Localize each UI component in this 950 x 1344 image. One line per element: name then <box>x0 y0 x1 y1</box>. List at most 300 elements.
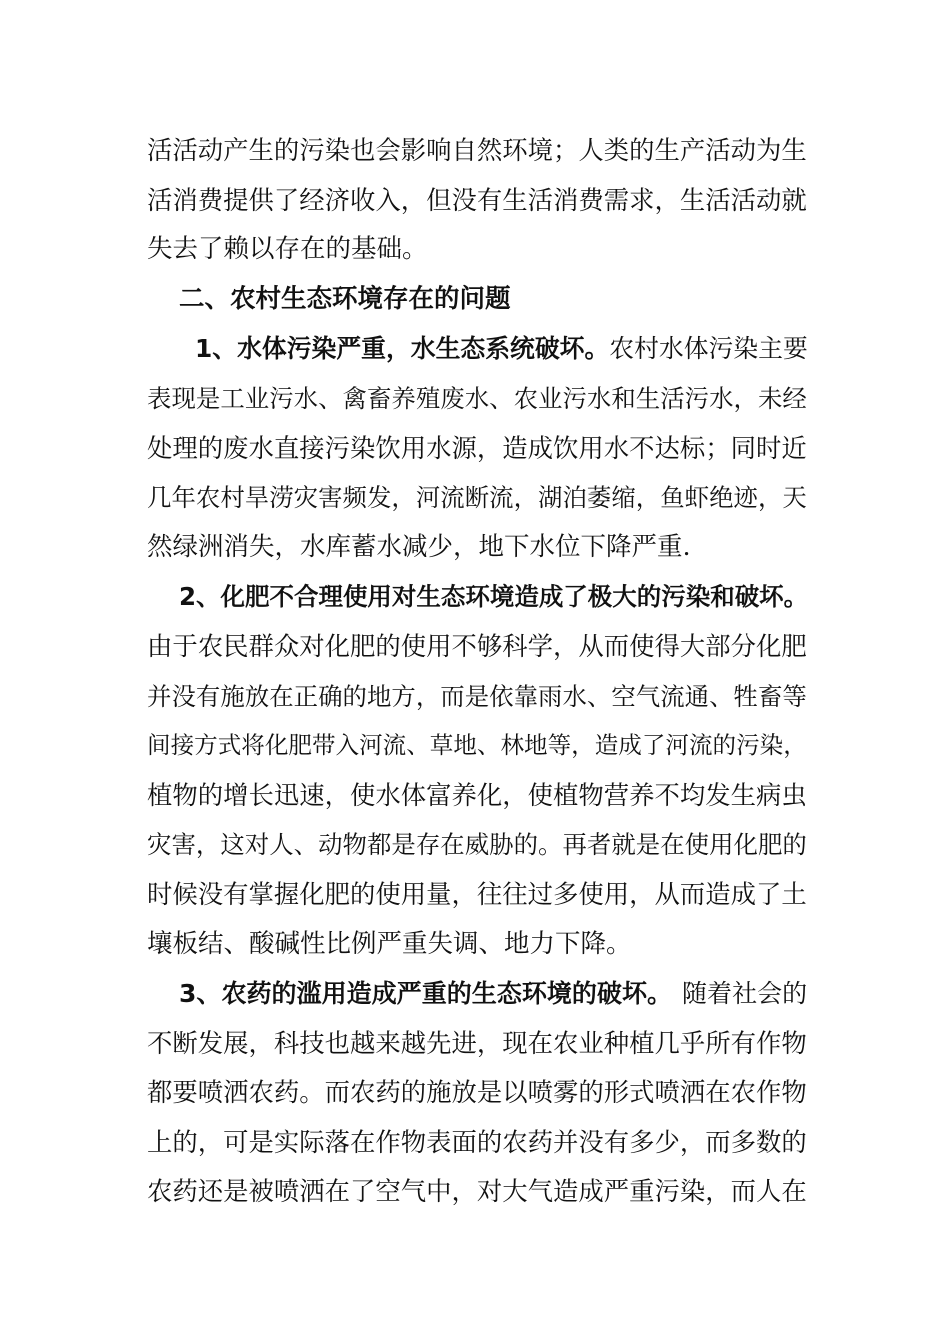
glyph: 长 <box>248 779 274 810</box>
glyph: 现 <box>502 1027 528 1058</box>
glyph: 用 <box>603 878 630 909</box>
glyph: 提 <box>223 184 249 215</box>
glyph: 都 <box>366 830 392 860</box>
glyph: 气 <box>635 681 661 711</box>
glyph: 多 <box>730 1126 756 1157</box>
glyph: 产 <box>223 135 249 165</box>
section-heading <box>147 275 807 325</box>
glyph: 涝 <box>269 483 294 513</box>
glyph: 同 <box>730 432 756 463</box>
glyph: 间 <box>147 731 171 760</box>
glyph: 用 <box>578 432 604 463</box>
glyph: 喷 <box>654 1077 680 1108</box>
glyph: 候 <box>172 878 198 909</box>
glyph: 活 <box>147 135 173 165</box>
glyph: 喷 <box>273 1176 300 1207</box>
glyph: 不 <box>147 1027 173 1058</box>
glyph: 响 <box>426 135 452 165</box>
glyph: 河 <box>415 483 441 513</box>
glyph: 雨 <box>538 681 563 711</box>
glyph: 虾 <box>684 483 710 513</box>
glyph: 、 <box>318 383 343 413</box>
glyph: 、 <box>476 731 501 760</box>
body-text-line <box>147 126 807 176</box>
glyph: 造 <box>705 878 731 909</box>
glyph: 源 <box>451 432 477 463</box>
glyph: ， <box>705 1176 731 1207</box>
glyph: 活 <box>527 184 553 215</box>
glyph: 消 <box>172 184 198 215</box>
glyph: 在 <box>440 830 465 860</box>
glyph: 迅 <box>273 779 300 810</box>
glyph: 断 <box>464 483 490 513</box>
glyph: 成 <box>578 1176 604 1207</box>
glyph: 的 <box>513 830 538 860</box>
glyph: 迹 <box>733 483 758 513</box>
body-text-line <box>147 1019 807 1069</box>
glyph: 少 <box>654 1126 680 1157</box>
glyph: 药 <box>375 1077 401 1108</box>
glyph: 存 <box>415 830 441 860</box>
glyph: 并 <box>147 681 172 711</box>
glyph: ， <box>324 779 350 810</box>
glyph: 水 <box>562 681 587 711</box>
glyph: 灾 <box>293 483 319 513</box>
glyph: 污 <box>299 135 325 165</box>
glyph: 频 <box>342 483 367 513</box>
glyph: 民 <box>223 630 249 661</box>
glyph: ； <box>705 432 731 463</box>
glyph: 造 <box>553 1176 579 1207</box>
glyph: 接 <box>299 432 325 463</box>
glyph: 空 <box>375 1176 401 1207</box>
glyph: 会 <box>375 135 401 165</box>
glyph: 病 <box>756 779 782 810</box>
glyph: 可 <box>223 1126 249 1157</box>
glyph: 人 <box>578 135 604 165</box>
glyph: 流 <box>688 731 713 760</box>
glyph: 农 <box>147 1176 173 1207</box>
glyph: 有 <box>476 184 503 215</box>
glyph: 没 <box>171 681 196 711</box>
glyph: 气 <box>400 1176 427 1207</box>
glyph: 村 <box>220 483 245 513</box>
glyph: 增 <box>223 779 249 810</box>
glyph: 正 <box>293 681 319 711</box>
glyph: 而 <box>603 630 630 661</box>
body-text-line <box>147 820 807 870</box>
glyph: 用 <box>426 630 452 661</box>
glyph: 不 <box>451 630 477 661</box>
glyph: 养 <box>391 383 416 413</box>
glyph: 接 <box>170 731 195 760</box>
glyph: 污 <box>736 731 760 760</box>
glyph: 部 <box>705 630 731 661</box>
glyph: 虫 <box>781 779 807 810</box>
glyph: 空 <box>611 681 636 711</box>
glyph: 水 <box>586 383 612 413</box>
text-run: 然绿洲消失，水库蓄水减少，地下水位下降严重. <box>147 531 691 562</box>
glyph: 种 <box>603 1027 630 1058</box>
glyph: 学 <box>527 630 553 661</box>
glyph: 废 <box>440 383 465 413</box>
glyph: 于 <box>172 630 198 661</box>
glyph: 众 <box>273 630 300 661</box>
body-text-line <box>147 374 807 424</box>
glyph: 化 <box>733 830 758 860</box>
glyph: 和 <box>611 383 636 413</box>
glyph: 洒 <box>679 1077 706 1108</box>
glyph: 工 <box>220 383 245 413</box>
glyph: 畜 <box>757 681 783 711</box>
glyph: 入 <box>335 731 360 760</box>
glyph: 带 <box>311 731 336 760</box>
glyph: 是 <box>248 1126 274 1157</box>
glyph: 类 <box>603 135 630 165</box>
glyph: 过 <box>527 878 553 909</box>
glyph: 。 <box>538 830 563 860</box>
glyph: 河 <box>359 731 383 760</box>
glyph: 富 <box>426 779 452 810</box>
glyph: ， <box>757 483 783 513</box>
glyph: ， <box>629 878 655 909</box>
glyph: 活 <box>730 184 756 215</box>
glyph: 水 <box>248 432 274 463</box>
glyph: 这 <box>220 830 245 860</box>
glyph: 往 <box>502 878 528 909</box>
glyph: ， <box>635 483 661 513</box>
glyph: 经 <box>782 383 807 413</box>
glyph: 生 <box>781 135 807 165</box>
glyph: 的 <box>172 1126 198 1157</box>
glyph: 肥 <box>757 830 783 860</box>
glyph: 地 <box>366 681 392 711</box>
glyph: 药 <box>527 1126 553 1157</box>
glyph: 作 <box>756 1077 782 1108</box>
glyph: 并 <box>553 1126 579 1157</box>
glyph: 从 <box>578 630 604 661</box>
glyph: 在 <box>781 1176 807 1207</box>
glyph: 求 <box>629 184 655 215</box>
glyph: 进 <box>451 1027 477 1058</box>
glyph: 的 <box>476 1126 503 1157</box>
glyph: 使 <box>578 878 604 909</box>
glyph: 是 <box>391 830 416 860</box>
glyph: 物 <box>578 779 604 810</box>
glyph: 由 <box>147 630 173 661</box>
glyph: 理 <box>172 432 198 463</box>
glyph: 生 <box>502 184 528 215</box>
glyph: 多 <box>553 878 579 909</box>
glyph: 放 <box>244 681 270 711</box>
glyph: 牲 <box>733 681 758 711</box>
glyph: 济 <box>324 184 350 215</box>
glyph: 地 <box>453 731 477 760</box>
text-run: 壤板结、酸碱性比例严重失调、地力下降。 <box>147 928 632 959</box>
item-3-first-line <box>147 969 807 1019</box>
glyph: 上 <box>147 1126 173 1157</box>
item-3-first-line-rest: 随着社会的 <box>682 979 808 1009</box>
glyph: 量 <box>426 878 452 909</box>
glyph: 在 <box>324 1176 350 1207</box>
glyph: 在 <box>350 1126 376 1157</box>
glyph: 而 <box>730 1176 756 1207</box>
glyph: ， <box>248 1027 274 1058</box>
glyph: 植 <box>629 1027 655 1058</box>
glyph: 养 <box>451 779 477 810</box>
glyph: 再 <box>562 830 587 860</box>
glyph: 而 <box>440 681 465 711</box>
glyph: 萎 <box>586 483 612 513</box>
glyph: ， <box>400 184 427 215</box>
glyph: ， <box>513 483 538 513</box>
glyph: ， <box>415 681 441 711</box>
body-text-line <box>147 176 807 226</box>
glyph: 使 <box>684 830 710 860</box>
glyph: 生 <box>679 184 706 215</box>
glyph: 药 <box>273 1077 300 1108</box>
glyph: 没 <box>197 878 224 909</box>
glyph: 对 <box>299 630 325 661</box>
glyph: ， <box>571 731 595 760</box>
glyph: 林 <box>500 731 524 760</box>
body-text-line <box>147 523 807 573</box>
glyph: 发 <box>705 779 731 810</box>
glyph: 废 <box>223 432 249 463</box>
glyph: 产 <box>679 135 706 165</box>
glyph: 是 <box>464 681 490 711</box>
glyph: 断 <box>172 1027 198 1058</box>
glyph: 群 <box>248 630 274 661</box>
glyph: 就 <box>781 184 807 215</box>
glyph: 体 <box>400 779 427 810</box>
glyph: 活 <box>147 184 173 215</box>
glyph: 在 <box>705 1077 731 1108</box>
glyph: 际 <box>299 1126 325 1157</box>
glyph: 没 <box>451 184 477 215</box>
glyph: 通 <box>684 681 710 711</box>
item-3-heading: 3、农药的滥用造成严重的生态环境的破坏。 <box>179 979 673 1009</box>
glyph: 胁 <box>489 830 514 860</box>
glyph: 业 <box>538 383 563 413</box>
glyph: 害 <box>171 830 196 860</box>
body-text-line <box>147 1118 807 1168</box>
glyph: 生 <box>248 135 274 165</box>
glyph: 水 <box>293 383 319 413</box>
glyph: 经 <box>299 184 325 215</box>
glyph: 染 <box>350 432 376 463</box>
glyph: 用 <box>400 432 427 463</box>
body-text-line <box>147 622 807 672</box>
glyph: 从 <box>654 878 680 909</box>
glyph: 有 <box>603 1126 630 1157</box>
glyph: 使 <box>629 630 655 661</box>
glyph: 物 <box>781 1027 807 1058</box>
item-1-first-line <box>147 324 807 374</box>
glyph: ， <box>476 1027 503 1058</box>
glyph: 饮 <box>375 432 401 463</box>
glyph: 湖 <box>538 483 563 513</box>
body-text-line <box>147 1068 807 1118</box>
glyph: 造 <box>594 731 619 760</box>
glyph: 的 <box>782 830 807 860</box>
glyph: 依 <box>489 681 514 711</box>
glyph: 大 <box>502 1176 528 1207</box>
glyph: 的 <box>400 1077 427 1108</box>
glyph: 科 <box>502 630 528 661</box>
glyph: 、 <box>586 681 612 711</box>
glyph: 没 <box>578 1126 604 1157</box>
glyph: 了 <box>641 731 666 760</box>
glyph: 威 <box>464 830 490 860</box>
glyph: ， <box>783 731 807 760</box>
glyph: 实 <box>273 1126 300 1157</box>
glyph: 河 <box>665 731 689 760</box>
glyph: 水 <box>603 432 630 463</box>
glyph: ， <box>391 483 416 513</box>
glyph: 也 <box>350 135 376 165</box>
glyph: ， <box>553 630 579 661</box>
glyph: 鱼 <box>660 483 685 513</box>
glyph: 方 <box>391 681 416 711</box>
glyph: 式 <box>217 731 242 760</box>
glyph: 来 <box>375 1027 401 1058</box>
glyph: 的 <box>197 779 224 810</box>
glyph: 面 <box>451 1126 477 1157</box>
glyph: 殖 <box>415 383 441 413</box>
glyph: 污 <box>324 432 350 463</box>
glyph: 使 <box>375 878 401 909</box>
glyph: 在 <box>527 1027 553 1058</box>
glyph: 水 <box>709 383 734 413</box>
body-text-line <box>147 672 807 722</box>
glyph: 流 <box>660 681 685 711</box>
glyph: 均 <box>679 779 706 810</box>
glyph: 而 <box>679 878 706 909</box>
glyph: 动 <box>730 135 756 165</box>
glyph: 所 <box>705 1027 731 1058</box>
glyph: 时 <box>147 878 173 909</box>
glyph: ， <box>733 383 758 413</box>
glyph: 速 <box>299 779 325 810</box>
glyph: 了 <box>273 184 300 215</box>
glyph: 物 <box>172 779 198 810</box>
glyph: 绝 <box>709 483 734 513</box>
glyph: 物 <box>342 830 367 860</box>
glyph: 放 <box>451 1077 477 1108</box>
glyph: 污 <box>684 383 710 413</box>
glyph: 中 <box>426 1176 452 1207</box>
glyph: 农 <box>513 383 538 413</box>
glyph: 是 <box>195 383 221 413</box>
glyph: 施 <box>220 681 245 711</box>
glyph: 流 <box>382 731 407 760</box>
glyph: 展 <box>223 1027 249 1058</box>
glyph: 用 <box>400 878 427 909</box>
glyph: 环 <box>502 135 528 165</box>
glyph: 生 <box>635 383 661 413</box>
glyph: 对 <box>476 1176 503 1207</box>
glyph: 化 <box>299 878 325 909</box>
glyph: 的 <box>578 1077 604 1108</box>
glyph: 表 <box>426 1126 452 1157</box>
glyph: 成 <box>730 878 756 909</box>
glyph: 施 <box>426 1077 452 1108</box>
glyph: 人 <box>756 1176 782 1207</box>
item-1-first-line-rest: 农村水体污染主要 <box>609 334 808 364</box>
body-text-line <box>147 1167 807 1217</box>
glyph: 活 <box>705 184 731 215</box>
glyph: 农 <box>553 1027 579 1058</box>
glyph: 使 <box>400 630 427 661</box>
glyph: 、 <box>293 830 319 860</box>
glyph: 费 <box>197 184 224 215</box>
glyph: 作 <box>375 1126 401 1157</box>
glyph: 靠 <box>513 681 538 711</box>
body-text-line <box>147 424 807 474</box>
glyph: 灾 <box>147 830 172 860</box>
glyph: 在 <box>269 681 294 711</box>
glyph: 方 <box>194 731 218 760</box>
glyph: 作 <box>756 1027 782 1058</box>
glyph: 将 <box>241 731 265 760</box>
glyph: 农 <box>197 630 224 661</box>
document-body <box>147 126 807 1217</box>
glyph: 几 <box>147 483 172 513</box>
glyph: 人 <box>269 830 294 860</box>
glyph: 业 <box>244 383 270 413</box>
body-text-line <box>147 225 807 275</box>
glyph: 等 <box>782 681 807 711</box>
glyph: 用 <box>709 830 734 860</box>
glyph: 喷 <box>527 1077 553 1108</box>
glyph: 化 <box>756 630 782 661</box>
item-2-heading: 2、化肥不合理使用对生态环境造成了极大的污染和破坏。 <box>179 582 809 612</box>
glyph: 污 <box>269 383 294 413</box>
glyph: 为 <box>756 135 782 165</box>
glyph: 、 <box>406 731 430 760</box>
glyph: 分 <box>730 630 756 661</box>
glyph: 是 <box>635 830 661 860</box>
glyph: 直 <box>273 432 300 463</box>
glyph: 收 <box>350 184 376 215</box>
glyph: 物 <box>781 1077 807 1108</box>
glyph: 生 <box>730 779 756 810</box>
glyph: 养 <box>629 779 655 810</box>
glyph: 农 <box>350 1077 376 1108</box>
glyph: 得 <box>654 630 680 661</box>
glyph: 地 <box>524 731 548 760</box>
glyph: 近 <box>781 432 807 463</box>
glyph: 的 <box>781 1126 807 1157</box>
glyph: 技 <box>299 1027 325 1058</box>
glyph: 自 <box>451 135 477 165</box>
body-text-line <box>147 473 807 523</box>
glyph: 害 <box>318 483 343 513</box>
glyph: 握 <box>273 878 300 909</box>
glyph: 越 <box>400 1027 427 1058</box>
glyph: ， <box>451 878 477 909</box>
glyph: ， <box>197 1126 224 1157</box>
glyph: 染 <box>679 1176 706 1207</box>
glyph: 、 <box>709 681 734 711</box>
glyph: 造 <box>502 432 528 463</box>
glyph: 气 <box>527 1176 553 1207</box>
glyph: 式 <box>629 1077 655 1108</box>
glyph: 够 <box>476 630 503 661</box>
glyph: 是 <box>223 1176 249 1207</box>
glyph: 以 <box>502 1077 528 1108</box>
